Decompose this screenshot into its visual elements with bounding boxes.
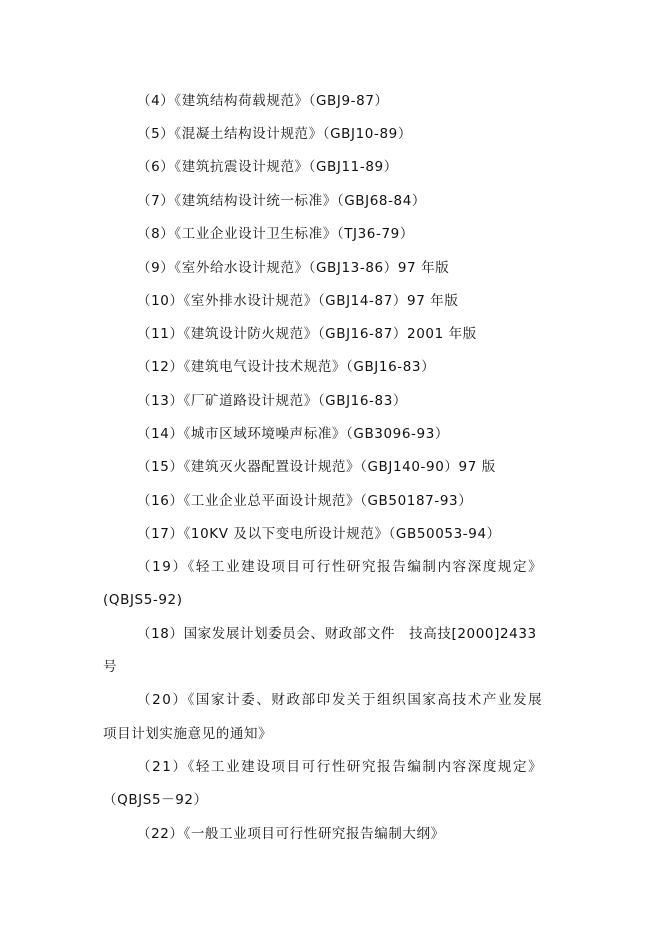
reference-line-6: （6）《建筑抗震设计规范》（GBJ11-89） <box>137 159 398 175</box>
reference-line-4: （4）《建筑结构荷载规范》（GBJ9-87） <box>137 93 389 109</box>
reference-line-20: （20）《国家计委、财政部印发关于组织国家高技术产业发展 <box>137 692 544 708</box>
reference-line-19: （19）《轻工业建设项目可行性研究报告编制内容深度规定》 <box>137 559 544 575</box>
reference-line-17: （17）《10KV 及以下变电所设计规范》（GB50053-94） <box>137 526 501 542</box>
reference-line-14: （14）《城市区域环境噪声标准》（GB3096-93） <box>137 426 450 442</box>
reference-line-5: （5）《混凝土结构设计规范》（GBJ10-89） <box>137 126 412 142</box>
reference-line-13: （13）《厂矿道路设计规范》（GBJ16-83） <box>137 393 408 409</box>
reference-line-19-continued: (QBJS5-92) <box>103 592 183 608</box>
reference-line-18-continued: 号 <box>103 659 118 675</box>
reference-line-22: （22）《一般工业项目可行性研究报告编制大纲》 <box>137 826 445 842</box>
reference-line-7: （7）《建筑结构设计统一标准》（GBJ68-84） <box>137 193 427 209</box>
reference-line-12: （12）《建筑电气设计技术规范》（GBJ16-83） <box>137 359 436 375</box>
reference-line-9: （9）《室外给水设计规范》（GBJ13-86）97 年版 <box>137 260 450 276</box>
reference-line-15: （15）《建筑灭火器配置设计规范》（GBJ140-90）97 版 <box>137 459 496 475</box>
reference-line-16: （16）《工业企业总平面设计规范》（GB50187-93） <box>137 493 473 509</box>
reference-line-10: （10）《室外排水设计规范》（GBJ14-87）97 年版 <box>137 293 459 309</box>
reference-line-18: （18）国家发展计划委员会、财政部文件 技高技[2000]2433 <box>137 626 537 642</box>
reference-line-20-continued: 项目计划实施意见的通知》 <box>103 726 273 742</box>
reference-line-21-continued: （QBJS5－92） <box>103 792 208 808</box>
reference-line-11: （11）《建筑设计防火规范》（GBJ16-87）2001 年版 <box>137 326 477 342</box>
reference-line-21: （21）《轻工业建设项目可行性研究报告编制内容深度规定》 <box>137 759 544 775</box>
reference-line-8: （8）《工业企业设计卫生标准》（TJ36-79） <box>137 226 414 242</box>
